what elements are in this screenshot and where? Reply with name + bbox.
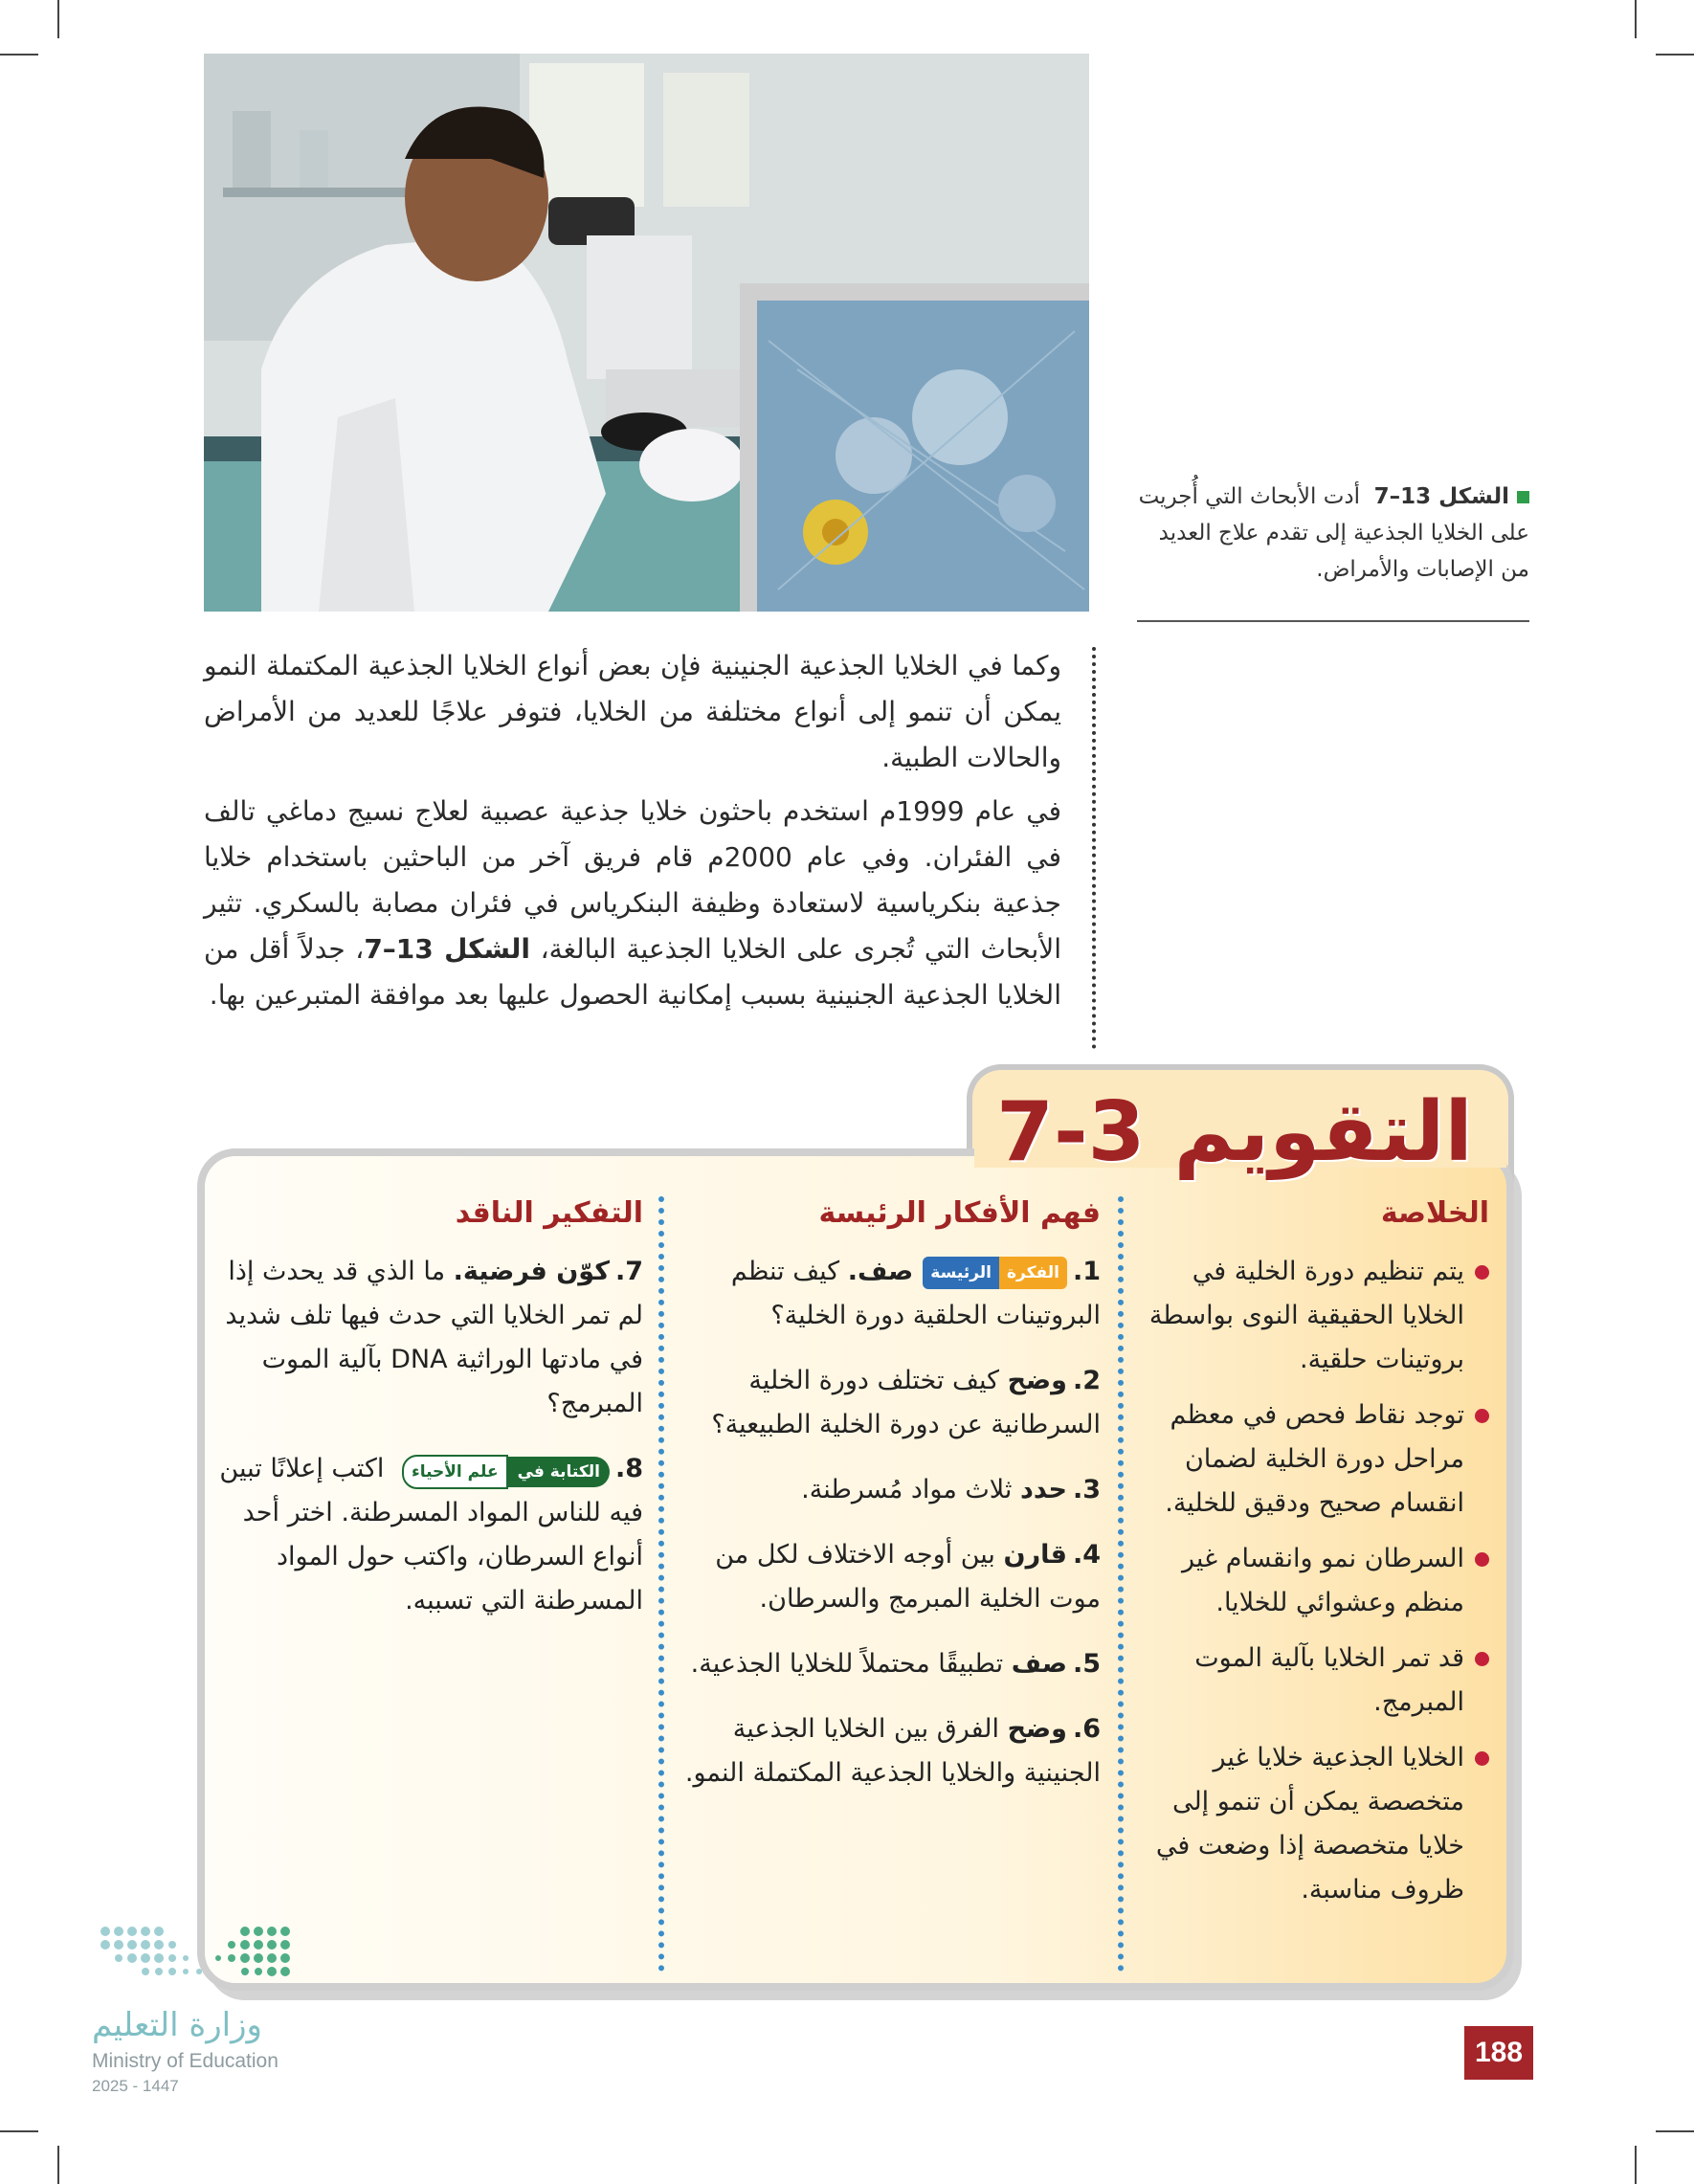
summary-item	[1135, 1637, 1489, 1725]
figure-reference: الشكل 13–7	[364, 933, 531, 965]
figure-caption	[1137, 479, 1529, 588]
question-verb: حدد	[1020, 1475, 1067, 1504]
question-7	[212, 1250, 643, 1426]
summary-item	[1135, 1537, 1489, 1625]
writing-in-biology-tag	[402, 1455, 610, 1485]
ministry-name-english: Ministry of Education	[92, 2050, 279, 2072]
question-number: 2.	[1072, 1366, 1101, 1395]
crop-mark	[0, 2130, 38, 2132]
crop-mark	[1656, 54, 1694, 56]
body-paragraph	[204, 789, 1061, 1018]
writing-tag-a: الكتابة في	[508, 1457, 610, 1487]
main-idea-tag-b: الرئيسة	[923, 1257, 999, 1289]
crop-mark	[1656, 2130, 1694, 2132]
question-5	[670, 1642, 1101, 1686]
question-number: 3.	[1072, 1475, 1101, 1504]
crop-mark	[1635, 2146, 1637, 2184]
question-number: 5.	[1072, 1649, 1101, 1679]
column-divider	[1118, 1196, 1124, 1972]
question-text: تطبيقًا محتملاً للخلايا الجذعية.	[690, 1649, 1012, 1679]
summary-item-text: توجد نقاط فحص في معظم مراحل دورة الخلية لضمان انقسام صحيح ودقيق للخلية.	[1165, 1400, 1464, 1518]
question-3	[670, 1468, 1101, 1512]
question-number: 7.	[614, 1257, 643, 1286]
main-idea-tag	[923, 1257, 1067, 1289]
body-text	[204, 643, 1061, 1026]
summary-list	[1135, 1250, 1489, 1912]
main-ideas-questions	[670, 1250, 1101, 1795]
main-idea-tag-a: الفكرة	[999, 1257, 1067, 1289]
caption-text: أدت الأبحاث التي أُجريت على الخلايا الجذعية إلى تقدم علاج العديد من الإصابات والأمراض.	[1138, 484, 1529, 582]
question-text: كيف تختلف دورة الخلية السرطانية عن دورة الخلية الطبيعية؟	[711, 1366, 1101, 1439]
question-number: 1.	[1072, 1257, 1101, 1286]
bullet-icon	[1475, 1409, 1489, 1423]
question-6	[670, 1707, 1101, 1795]
critical-thinking-heading: التفكير الناقد	[455, 1196, 643, 1230]
question-8	[212, 1447, 643, 1623]
bullet-icon	[1475, 1751, 1489, 1766]
caption-bullet-icon	[1517, 491, 1529, 503]
question-verb: وضح	[1007, 1366, 1067, 1395]
question-verb: قارن	[1003, 1540, 1067, 1570]
critical-thinking-questions	[212, 1250, 643, 1623]
crop-mark	[0, 54, 38, 56]
summary-heading: الخلاصة	[1380, 1196, 1489, 1230]
ministry-year: 2025 - 1447	[92, 2077, 179, 2095]
critical-thinking-column	[212, 1194, 643, 1644]
bullet-icon	[1475, 1652, 1489, 1666]
question-text: كيف تنظم البروتينات الحلقية دورة الخلية؟	[730, 1257, 1101, 1330]
main-ideas-column	[670, 1194, 1101, 1816]
dotted-divider	[1092, 647, 1096, 1049]
question-number: 4.	[1072, 1540, 1101, 1570]
bullet-icon	[1475, 1265, 1489, 1280]
body-text-segment: في عام 1999م استخدم باحثون خلايا جذعية عصبية لعلاج نسيج دماغي تالف في الفئران. وفي عام 2000م قام فريق آخر من الباحثين باستخدام خلايا جذعية بنكرياسية لاستعادة وظيفة البنكرياس في فئران مصابة بالسكري. تثير الأبحاث التي تُجرى على الخلايا الجذعية البالغة،	[204, 795, 1061, 965]
question-text: اكتب إعلانًا تبين فيه للناس المواد المسرطنة. اختر أحد أنواع السرطان، واكتب حول المواد المسرطنة التي تسببه.	[219, 1454, 643, 1616]
summary-column	[1135, 1194, 1489, 1924]
summary-item-text: السرطان نمو وانقسام غير منظم وعشوائي للخلايا.	[1182, 1544, 1464, 1617]
ministry-logo-dots-icon	[94, 1914, 314, 2010]
crop-mark	[57, 0, 59, 38]
summary-item-text: قد تمر الخلايا بآلية الموت المبرمج.	[1194, 1643, 1464, 1717]
crop-mark	[1635, 0, 1637, 38]
question-text: ثلاث مواد مُسرطنة.	[801, 1475, 1021, 1504]
question-text: بين أوجه الاختلاف لكل من موت الخلية المبرمج والسرطان.	[715, 1540, 1101, 1614]
question-text: ما الذي قد يحدث إذا لم تمر الخلايا التي حدث فيها تلف شديد في مادتها الوراثية DNA بآلية الموت المبرمج؟	[225, 1257, 643, 1418]
question-4	[670, 1533, 1101, 1621]
body-paragraph: وكما في الخلايا الجذعية الجنينية فإن بعض أنواع الخلايا الجذعية المكتملة النمو يمكن أن تنمو إلى أنواع مختلفة من الخلايا، فتوفر علاجًا للعديد من الأمراض والحالات الطبية.	[204, 650, 1061, 773]
summary-item	[1135, 1393, 1489, 1526]
main-ideas-heading: فهم الأفكار الرئيسة	[818, 1196, 1101, 1230]
summary-item-text: يتم تنظيم دورة الخلية في الخلايا الحقيقية النوى بواسطة بروتينات حلقية.	[1148, 1257, 1464, 1374]
question-verb: كوّن فرضية.	[453, 1257, 610, 1286]
crop-mark	[57, 2146, 59, 2184]
body-text-segment: ، جدلاً أقل من الخلايا الجذعية الجنينية بسبب إمكانية الحصول عليها بعد موافقة المتبرعين بها.	[204, 933, 1061, 1011]
caption-rule	[1137, 620, 1529, 622]
writing-tag-b: علم الأحياء	[402, 1455, 508, 1489]
summary-item-text: الخلايا الجذعية خلايا غير متخصصة يمكن أن تنمو إلى خلايا متخصصة إذا وضعت في ظروف مناسبة.	[1155, 1743, 1464, 1905]
column-divider	[658, 1196, 664, 1972]
lab-photo	[204, 54, 1089, 612]
review-title: التقويم 3-7	[996, 1084, 1473, 1180]
lab-photo-illustration	[204, 54, 1089, 612]
question-verb: صف.	[847, 1257, 914, 1286]
question-1	[670, 1250, 1101, 1338]
question-2	[670, 1359, 1101, 1447]
question-text: الفرق بين الخلايا الجذعية الجنينية والخلايا الجذعية المكتملة النمو.	[684, 1714, 1101, 1788]
question-number: 8.	[614, 1454, 643, 1483]
question-verb: وضح	[1007, 1714, 1067, 1744]
summary-item	[1135, 1250, 1489, 1382]
question-number: 6.	[1072, 1714, 1101, 1744]
ministry-name-arabic: وزارة التعليم	[92, 2006, 262, 2044]
caption-label: الشكل 13–7	[1373, 484, 1509, 509]
page-number: 188	[1464, 2026, 1533, 2080]
bullet-icon	[1475, 1552, 1489, 1567]
question-verb: صف	[1011, 1649, 1067, 1679]
summary-item	[1135, 1736, 1489, 1912]
